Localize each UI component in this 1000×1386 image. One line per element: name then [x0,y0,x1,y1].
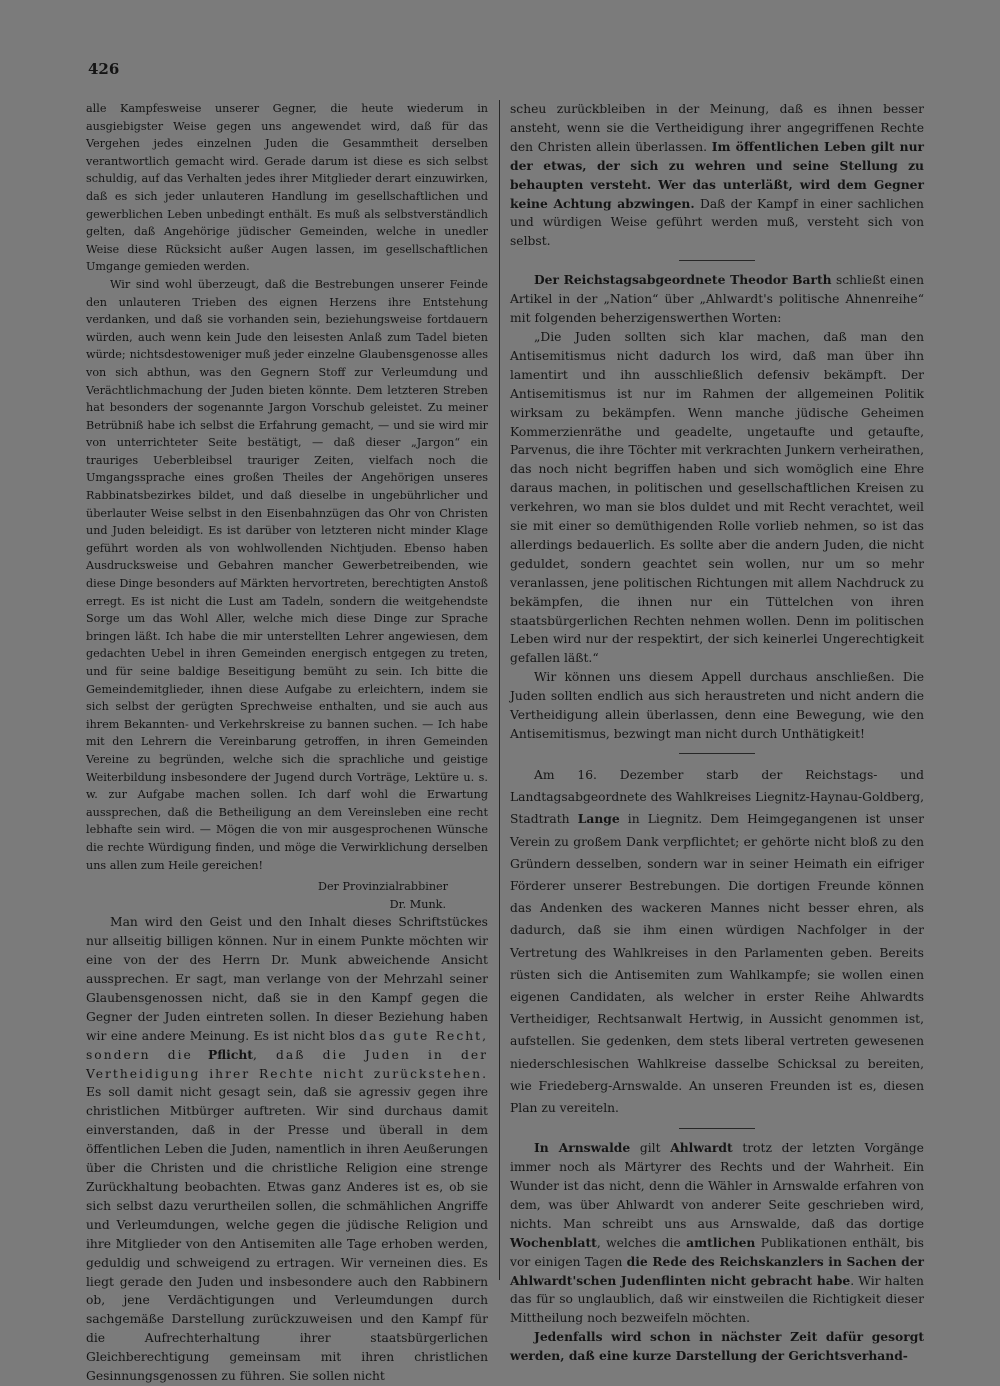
column-divider [499,100,500,1280]
left-paragraph-3-part-e: Es soll damit nicht gesagt sein, daß sie agressiv gegen ihre christlichen Mitbürger auftreten. Wir sind durchaus damit einverstanden, daß in der Presse und überall in dem öffentlichen Leben die Juden, namentlich in ihren Aeußerungen über die Christen und die christliche Religion eine strenge Zurückhaltung beobachten. Etwas ganz Anderes ist es, ob sie sich selbst dazu verurtheilen sollen, die schmählichen Angriffe und Verleumdungen, welche gegen die jüdische Religion und ihre Mitglieder von den Antisemiten alle Tage erhoben werden, geduldig und schweigend zu ertragen. Wir verneinen dies. Es liegt gerade den Juden und insbesondere auch den Rabbinern ob, jene Verdächtigungen und Verleumdungen durch sachgemäße Darstellung zurückzuweisen und den Kampf für die Aufrechterhaltung ihrer staatsbürgerlichen Gleichberechtigung gemeinsam mit ihren christlichen Gesinnungsgenossen zu führen. Sie sollen nicht [86,1085,488,1384]
emphasis-reichskanzler: die Rede des Reichskanzlers in Sachen der Ahlwardt'schen Judenflinten nicht gebracht habe [510,1253,924,1288]
barth-quote: „Die Juden sollten sich klar machen, daß man den Antisemitismus nicht dadurch los wird, daß man über ihn lamentirt und ihn ausschließlich defensiv bekämpft. Der Antisemitismus ist nur im Rahmen der allgemeinen Politik wirksam zu bekämpfen. Wenn manche jüdische Geheimen Kommerzienräthe und geadelte, ungetaufte und getaufte, Parvenus, die ihre Töchter mit verkrachten Junkern verheirathen, das noch nicht begriffen haben und sich womöglich eine Ehre daraus machen, in politischen und gesellschaftlichen Kreisen zu verkehren, wo man sie blos duldet und mit Recht verachtet, weil sie mit einer so demüthigenden Rolle vorlieb nehmen, so ist das allerdings bedauerlich. Es sollte aber die andern Juden, die nicht geduldet, sondern geachtet sein wollen, nur um so mehr veranlassen, jene politischen Richtungen mit allem Nachdruck zu bekämpfen, die ihnen nur ein Tüttelchen von ihren staatsbürgerlichen Rechten nehmen wollen. Denn im politischen Leben wird nur der respektirt, der sich keinerlei Ungerechtigkeit gefallen läßt.“ [510,329,924,666]
section-separator [679,1128,755,1129]
right-paragraph-5 [510,764,924,1119]
left-column [86,100,488,1386]
right-paragraph-6-part-a: gilt [639,1141,661,1156]
right-paragraph-2 [510,271,924,328]
name-lange: Lange [577,811,620,827]
barth-lead: Der Reichstagsabgeordnete Theodor Barth [534,272,832,288]
signature-title: Der Provinzialrabbiner [317,880,448,894]
right-paragraph-1-part-c: Daß der Kampf in einer sachlichen und würdigen Weise geführt werden muß, versteht sich von selbst. [510,196,924,249]
right-paragraph-5-part-a: Am 16. Dezember starb der Reichstags- und Landtagsabgeordnete des Wahlkreises Liegnitz-Haynau-Goldberg, Stadtrath [510,767,924,827]
left-paragraph-2: Wir sind wohl überzeugt, daß die Bestrebungen unserer Feinde den unlauteren Trieben des eignen Herzens ihre Entstehung verdanken, und daß sie vorhanden sein, beziehungsweise fortdauern würden, auch wenn kein Jude den leisesten Anlaß zum Tadel bieten würde; nichtsdestoweniger muß jeder einzelne Glaubensgenosse alles von sich abthun, was den Gegnern Stoff zur Verleumdung und Verächtlichmachung der Juden bieten könnte. Dem letzteren Streben hat besonders der sogenannte Jargon Vorschub geleistet. Zu meiner Betrübniß habe ich selbst die Erfahrung gemacht, — und sie wird mir von unterrichteter Seite bestätigt, — daß dieser „Jargon“ ein trauriges Ueberbleibsel trauriger Zeiten, vielfach noch die Umgangssprache eines großen Theiles der Angehörigen unseres Rabbinatsbezirkes bildet, und daß dieselbe in ungebührlicher und überlauter Weise selbst in den Eisenbahnzügen das Ohr von Christen und Juden beleidigt. Es ist darüber von letzteren nicht minder Klage geführt worden als von wohlwollenden Nichtjuden. Ebenso haben Ausdrucksweise und Gebahren mancher Gewerbetreibenden, wie diese Dinge besonders auf Märkten hervortreten, berechtigten Anstoß erregt. Es ist nicht die Lust am Tadeln, sondern die weitgehendste Sorge um das Wohl Aller, welche mich diese Dinge zur Sprache bringen läßt. Ich habe die mir unterstellten Lehrer angewiesen, dem gedachten Uebel in ihren Gemeinden energisch entgegen zu treten, und für seine baldige Beseitigung bemüht zu sein. Ich bitte die Gemeindemitglieder, ihnen diese Aufgabe zu erleichtern, indem sie sich selbst der gerügten Sprechweise enthalten, und sie auch aus ihrem Bekannten- und Verkehrskreise zu bannen suchen. — Ich habe mit den Lehrern die Vereinbarung getroffen, in ihren Gemeinden Vereine zu begründen, welche sich die sprachliche und geistige Weiterbildung insbesondere der Jugend durch Vorträge, Lektüre u. s. w. zur Aufgabe machen sollen. Ich darf wohl die Erwartung aussprechen, daß die Betheiligung an dem Vereinsleben eine recht lebhafte sein wird. — Mögen die von mir ausgesprochenen Wünsche die rechte Würdigung finden, und möge die Verwirklichung derselben uns allen zum Heile gereichen! [86,277,488,872]
name-ahlwardt: Ahlwardt [670,1140,733,1156]
section-separator [679,753,755,754]
right-paragraph-6-part-b: trotz der letzten Vorgänge immer noch als Märtyrer des Rechts und der Wahrheit. Ein Wunder ist das nicht, denn die Wähler in Arnswalde erfahren von dem, was über Ahlwardt von anderer Seite geschrieben wird, nichts. Man schreibt uns aus Arnswalde, daß das dortige [510,1141,924,1231]
right-paragraph-1 [510,100,924,251]
left-paragraph-1: alle Kampfesweise unserer Gegner, die heute wiederum in ausgiebigster Weise gegen uns angewendet wird, daß für das Vergehen jedes einzelnen Juden die Gesammtheit derselben verantwortlich gemacht wird. Gerade darum ist diese es sich selbst schuldig, auf das Verhalten jedes ihrer Mitglieder derart einzuwirken, daß es sich jeder unlauteren Handlung im gesellschaftlichen und gewerblichen Leben unbedingt enthält. Es muß als selbstverständlich gelten, daß Angehörige jüdischer Gemeinden, welche in unedler Weise diese Rücksicht außer Augen lassen, im gesellschaftlichen Umgange gemieden werden. [86,102,488,274]
right-column [510,100,924,1366]
emphasis-wochenblatt: Wochenblatt [510,1234,597,1250]
right-paragraph-7 [510,1328,924,1366]
left-paragraph-3-part-a: Man wird den Geist und den Inhalt dieses Schriftstückes nur allseitig billigen können. Nur in einem Punkte möchten wir eine von der des Herrn Dr. Munk abweichende Ansicht aussprechen. Er sagt, man verlange von der Mehrzahl seiner Glaubensgenossen nicht, daß sie in den Kampf gegen die Gegner der Juden eintreten sollen. In dieser Beziehung haben wir eine andere Meinung. Es ist nicht blos [86,915,488,1043]
right-paragraph-1-part-a: scheu zurückbleiben in der Meinung, daß es ihnen besser ansteht, wenn sie die Vertheidigung ihrer angegriffenen Rechte den Christen allein überlassen. [510,102,924,154]
page-number: 426 [88,60,120,78]
left-paragraph-3 [86,913,488,1386]
right-paragraph-6 [510,1139,924,1328]
right-paragraph-4: Wir können uns diesem Appell durchaus anschließen. Die Juden sollten endlich aus sich heraustreten und nicht andern die Vertheidigung allein überlassen, denn eine Bewegung, wie den Antisemitismus, bezwingt man nicht durch Unthätigkeit! [510,670,924,741]
closing-emphasis: Jedenfalls wird schon in nächster Zeit dafür gesorgt werden, daß eine kurze Darstellung der Gerichtsverhand- [510,1329,924,1364]
left-paragraph-3-part-d: , daß die Juden in der Vertheidigung ihrer Rechte nicht zurückstehen. [86,1047,488,1081]
emphasis-pflicht: Pflicht [208,1046,253,1062]
section-separator [679,260,755,261]
right-paragraph-2-rest: schließt einen Artikel in der „Nation“ über „Ahlwardt's politische Ahnenreihe“ mit folgenden beherzigenswerthen Worten: [510,273,924,326]
right-paragraph-6-part-e: . Wir halten das für so unglaublich, daß wir einstweilen die Richtigkeit dieser Mittheilung noch bezweifeln möchten. [510,1273,924,1326]
emphasis-amtlichen: amtlichen [686,1234,756,1250]
right-paragraph-5-part-b: in Liegnitz. Dem Heimgegangenen ist unser Verein zu großem Dank verpflichtet; er gehörte nicht bloß zu den Gründern desselben, sondern war in seiner Heimath ein eifriger Förderer unserer Bestrebungen. Die dortigen Freunde können das Andenken des wackeren Mannes nicht besser ehren, als dadurch, daß sie ihm einen würdigen Nachfolger in der Vertretung des Wahlkreises in den Parlamenten geben. Bereits rüsten sich die Antisemiten zum Wahlkampfe; sie wollen einen eigenen Candidaten, als welcher in erster Reihe Ahlwardts Vertheidiger, Rechtsanwalt Hertwig, in Aussicht genommen ist, aufstellen. Sie gedenken, dem stets liberal vertreten gewesenen niederschlesischen Wahlkreise dasselbe Schicksal zu bereiten, wie Friedeberg-Arnswalde. An unseren Freunden ist es, diesen Plan zu vereiteln. [510,812,924,1115]
signature-name: Dr. Munk. [389,897,446,911]
right-emphasis-1: Im öffentlichen Leben gilt nur der etwas, der sich zu wehren und seine Stellung zu behaupten versteht. Wer das unterläßt, wird dem Gegner keine Achtung abzwingen. [510,138,924,211]
right-paragraph-6-part-d: Publikationen enthält, bis vor einigen Tagen [510,1235,924,1269]
left-paragraph-3-part-b: das gute Recht, sondern die [86,1028,488,1062]
right-paragraph-6-part-c: , welches die [596,1235,681,1250]
arnswalde-lead: In Arnswalde [534,1140,631,1156]
